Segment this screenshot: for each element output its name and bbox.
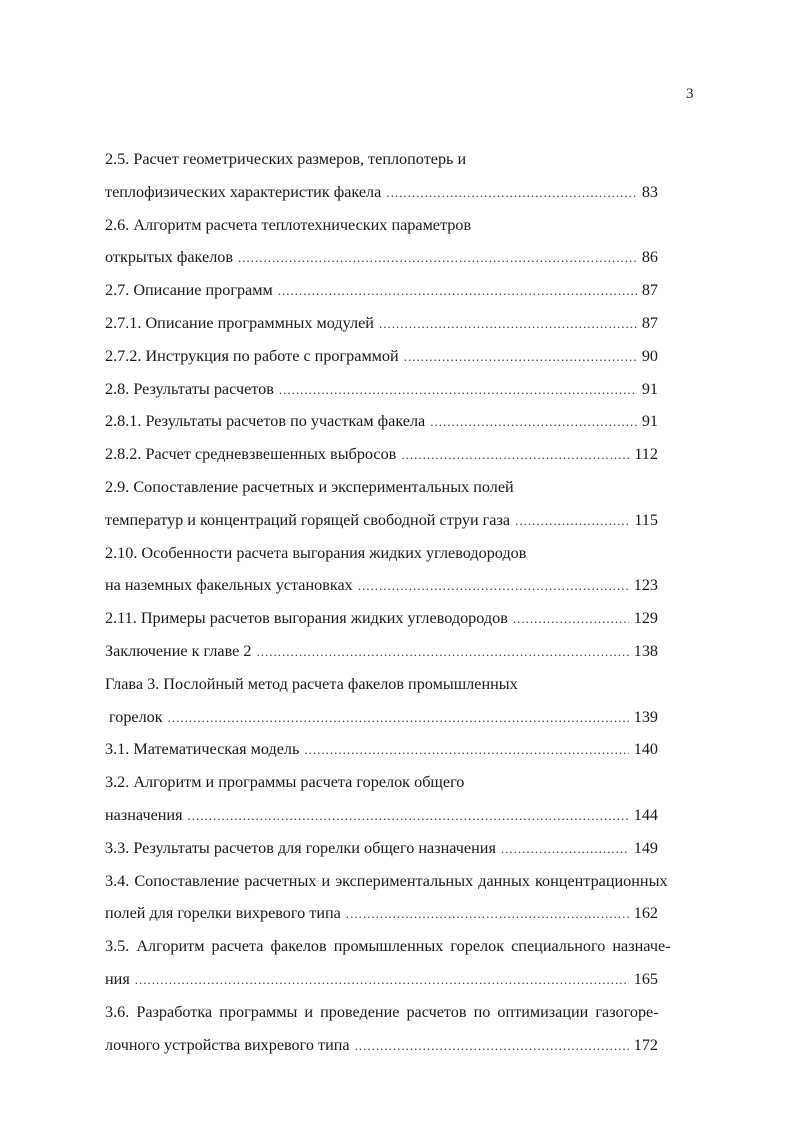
toc-text: полей для горелки вихревого типа bbox=[105, 904, 341, 923]
toc-text: назначения bbox=[105, 805, 183, 824]
toc-text: 2.7.1. Описание программных модулей bbox=[105, 313, 374, 332]
toc-dots bbox=[304, 736, 628, 764]
toc-line bbox=[105, 178, 658, 211]
toc-line bbox=[105, 899, 658, 932]
toc-dots bbox=[379, 310, 637, 338]
toc-line bbox=[105, 1031, 658, 1064]
toc-line bbox=[105, 309, 658, 342]
toc-page: 149 bbox=[633, 838, 658, 857]
toc-dots bbox=[501, 835, 629, 863]
toc-text: 2.11. Примеры расчетов выгорания жидких углеводородов bbox=[105, 609, 508, 628]
toc-line bbox=[105, 834, 658, 867]
toc-text: 3.4. Сопоставление расчетных и экспериментальных данных концентрационных bbox=[105, 871, 668, 890]
toc-line bbox=[105, 506, 658, 539]
toc-text: 2.10. Особенности расчета выгорания жидких углеводородов bbox=[105, 543, 527, 562]
toc-text: ния bbox=[105, 969, 130, 988]
toc-text: 3.3. Результаты расчетов для горелки общего назначения bbox=[105, 838, 496, 857]
toc-page: 91 bbox=[641, 379, 658, 398]
toc-line bbox=[105, 407, 658, 440]
toc-text: Глава 3. Послойный метод расчета факелов промышленных bbox=[105, 674, 518, 693]
toc-text: 2.5. Расчет геометрических размеров, теплопотерь и bbox=[105, 150, 467, 168]
page-number: 3 bbox=[686, 86, 694, 102]
toc-text: 2.9. Сопоставление расчетных и экспериментальных полей bbox=[105, 477, 514, 496]
toc-text: на наземных факельных установках bbox=[105, 576, 353, 595]
toc-page: 86 bbox=[641, 248, 658, 267]
toc-page: 115 bbox=[634, 510, 658, 529]
toc-line bbox=[105, 867, 748, 900]
toc-dots bbox=[515, 507, 629, 535]
toc-page: 123 bbox=[633, 576, 658, 595]
toc-dots bbox=[256, 638, 628, 666]
toc-dots bbox=[386, 179, 637, 207]
toc-page: 172 bbox=[633, 1035, 658, 1054]
toc-dots bbox=[346, 900, 629, 928]
table-of-contents bbox=[105, 145, 750, 1063]
toc-line bbox=[105, 998, 748, 1031]
toc-text: 2.8. Результаты расчетов bbox=[105, 379, 274, 398]
toc-page: 139 bbox=[633, 707, 658, 726]
toc-line bbox=[105, 145, 645, 178]
toc-line bbox=[105, 243, 658, 276]
toc-page: 165 bbox=[633, 969, 658, 988]
toc-dots bbox=[135, 966, 629, 994]
toc-text: 2.7.2. Инструкция по работе с программой bbox=[105, 346, 399, 365]
toc-dots bbox=[238, 244, 637, 272]
toc-line bbox=[105, 703, 658, 736]
toc-dots bbox=[188, 802, 629, 830]
toc-page: 83 bbox=[641, 182, 658, 201]
toc-dots bbox=[355, 1032, 629, 1060]
toc-text: лочного устройства вихревого типа bbox=[105, 1035, 350, 1054]
toc-line bbox=[105, 637, 658, 670]
toc-text: 2.8.2. Расчет средневзвешенных выбросов bbox=[105, 445, 397, 464]
toc-dots bbox=[430, 408, 637, 436]
toc-dots bbox=[278, 277, 637, 305]
toc-page: 138 bbox=[633, 641, 658, 660]
toc-text: 3.6. Разработка программы и проведение расчетов по оптимизации газогоре- bbox=[105, 1002, 659, 1021]
toc-line bbox=[105, 342, 658, 375]
toc-line bbox=[105, 801, 658, 834]
toc-dots bbox=[168, 704, 629, 732]
toc-page: 162 bbox=[633, 904, 658, 923]
toc-line bbox=[105, 965, 658, 998]
toc-page: 91 bbox=[641, 412, 658, 431]
toc-page: 90 bbox=[641, 346, 658, 365]
toc-text: 3.5. Алгоритм расчета факелов промышленных горелок специального назначе- bbox=[105, 937, 671, 956]
toc-line bbox=[105, 440, 658, 473]
toc-dots bbox=[404, 343, 637, 371]
toc-line bbox=[105, 735, 658, 768]
toc-dots bbox=[513, 605, 629, 633]
toc-line bbox=[105, 473, 645, 506]
toc-text: 3.1. Математическая модель bbox=[105, 740, 300, 759]
toc-line bbox=[105, 276, 658, 309]
toc-dots bbox=[358, 572, 629, 600]
toc-page: 144 bbox=[633, 805, 658, 824]
toc-line bbox=[105, 539, 645, 572]
toc-dots bbox=[279, 376, 637, 404]
toc-page: 129 bbox=[633, 609, 658, 628]
toc-text: 2.8.1. Результаты расчетов по участкам факела bbox=[105, 412, 426, 431]
toc-line bbox=[105, 604, 658, 637]
toc-line bbox=[105, 211, 645, 244]
toc-line bbox=[105, 670, 645, 703]
toc-page: 112 bbox=[634, 445, 658, 464]
toc-text: открытых факелов bbox=[105, 248, 234, 267]
toc-text: 3.2. Алгоритм и программы расчета горелок общего bbox=[105, 773, 465, 792]
toc-dots bbox=[401, 441, 629, 469]
toc-line bbox=[105, 375, 658, 408]
toc-line bbox=[105, 932, 748, 965]
toc-text: горелок bbox=[109, 707, 163, 726]
toc-text: 2.7. Описание программ bbox=[105, 281, 273, 300]
toc-line bbox=[105, 768, 645, 801]
toc-text: 2.6. Алгоритм расчета теплотехнических параметров bbox=[105, 215, 472, 234]
toc-text: теплофизических характеристик факела bbox=[105, 182, 382, 201]
toc-text: Заключение к главе 2 bbox=[105, 641, 252, 660]
toc-page: 87 bbox=[641, 281, 658, 300]
toc-page: 140 bbox=[633, 740, 658, 759]
toc-line bbox=[105, 571, 658, 604]
toc-page: 87 bbox=[641, 313, 658, 332]
toc-text: температур и концентраций горящей свободной струи газа bbox=[105, 510, 511, 529]
